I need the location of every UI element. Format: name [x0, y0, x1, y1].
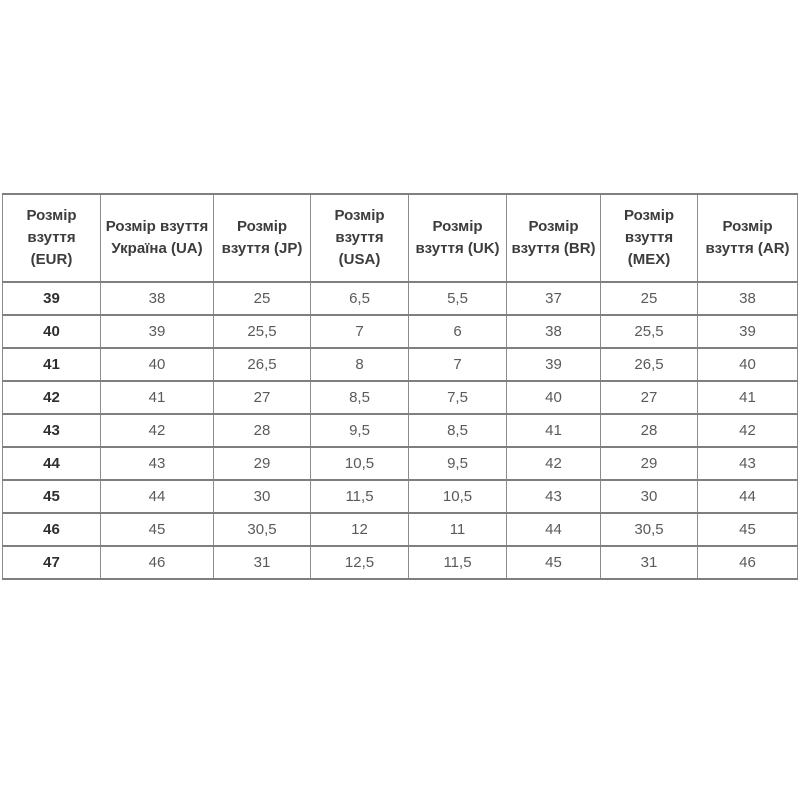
cell-usa-value: 12,5 [311, 546, 409, 579]
cell-ar-value: 41 [698, 381, 798, 414]
cell-br-value: 45 [507, 546, 601, 579]
size-table-body [3, 282, 798, 579]
cell-ar-value: 42 [698, 414, 798, 447]
cell-ar-value: 39 [698, 315, 798, 348]
cell-mex-value: 26,5 [601, 348, 698, 381]
cell-uk-value: 11 [409, 513, 507, 546]
cell-jp-value: 30 [214, 480, 311, 513]
cell-eur-size: 46 [3, 513, 101, 546]
cell-ar-value: 40 [698, 348, 798, 381]
cell-eur-size: 45 [3, 480, 101, 513]
table-row [3, 315, 798, 348]
cell-ar-value: 38 [698, 282, 798, 315]
cell-ua-value: 38 [101, 282, 214, 315]
column-header-eur: Розмір взуття (EUR) [3, 194, 101, 282]
column-header-mex: Розмір взуття (MEX) [601, 194, 698, 282]
table-row [3, 348, 798, 381]
cell-usa-value: 11,5 [311, 480, 409, 513]
cell-jp-value: 25 [214, 282, 311, 315]
size-table-header-row [3, 194, 798, 282]
cell-eur-size: 47 [3, 546, 101, 579]
column-header-usa: Розмір взуття (USA) [311, 194, 409, 282]
cell-ar-value: 43 [698, 447, 798, 480]
column-header-ar: Розмір взуття (AR) [698, 194, 798, 282]
cell-usa-value: 7 [311, 315, 409, 348]
column-header-jp: Розмір взуття (JP) [214, 194, 311, 282]
cell-ua-value: 39 [101, 315, 214, 348]
cell-jp-value: 25,5 [214, 315, 311, 348]
cell-usa-value: 8,5 [311, 381, 409, 414]
cell-uk-value: 8,5 [409, 414, 507, 447]
table-row [3, 513, 798, 546]
cell-br-value: 44 [507, 513, 601, 546]
cell-jp-value: 27 [214, 381, 311, 414]
cell-ua-value: 41 [101, 381, 214, 414]
table-row [3, 447, 798, 480]
cell-uk-value: 5,5 [409, 282, 507, 315]
cell-eur-size: 39 [3, 282, 101, 315]
cell-br-value: 39 [507, 348, 601, 381]
cell-jp-value: 28 [214, 414, 311, 447]
cell-uk-value: 7,5 [409, 381, 507, 414]
cell-br-value: 37 [507, 282, 601, 315]
cell-eur-size: 43 [3, 414, 101, 447]
cell-jp-value: 26,5 [214, 348, 311, 381]
cell-mex-value: 25 [601, 282, 698, 315]
cell-ar-value: 45 [698, 513, 798, 546]
cell-mex-value: 27 [601, 381, 698, 414]
column-header-ua: Розмір взуття Україна (UA) [101, 194, 214, 282]
table-row [3, 381, 798, 414]
cell-br-value: 40 [507, 381, 601, 414]
cell-usa-value: 12 [311, 513, 409, 546]
cell-br-value: 43 [507, 480, 601, 513]
size-table-head [3, 194, 798, 282]
cell-mex-value: 29 [601, 447, 698, 480]
cell-ua-value: 45 [101, 513, 214, 546]
cell-mex-value: 25,5 [601, 315, 698, 348]
table-row [3, 414, 798, 447]
cell-eur-size: 42 [3, 381, 101, 414]
cell-mex-value: 31 [601, 546, 698, 579]
cell-usa-value: 10,5 [311, 447, 409, 480]
cell-usa-value: 6,5 [311, 282, 409, 315]
cell-br-value: 38 [507, 315, 601, 348]
cell-uk-value: 6 [409, 315, 507, 348]
cell-ar-value: 44 [698, 480, 798, 513]
size-conversion-table [2, 193, 798, 580]
cell-mex-value: 30 [601, 480, 698, 513]
cell-ua-value: 40 [101, 348, 214, 381]
cell-mex-value: 28 [601, 414, 698, 447]
column-header-uk: Розмір взуття (UK) [409, 194, 507, 282]
column-header-br: Розмір взуття (BR) [507, 194, 601, 282]
cell-ua-value: 44 [101, 480, 214, 513]
cell-ua-value: 46 [101, 546, 214, 579]
table-row [3, 480, 798, 513]
cell-usa-value: 9,5 [311, 414, 409, 447]
cell-jp-value: 29 [214, 447, 311, 480]
table-row [3, 282, 798, 315]
cell-uk-value: 11,5 [409, 546, 507, 579]
cell-br-value: 41 [507, 414, 601, 447]
cell-ua-value: 42 [101, 414, 214, 447]
cell-eur-size: 44 [3, 447, 101, 480]
cell-uk-value: 9,5 [409, 447, 507, 480]
cell-eur-size: 41 [3, 348, 101, 381]
cell-eur-size: 40 [3, 315, 101, 348]
cell-mex-value: 30,5 [601, 513, 698, 546]
cell-br-value: 42 [507, 447, 601, 480]
cell-uk-value: 7 [409, 348, 507, 381]
cell-ar-value: 46 [698, 546, 798, 579]
cell-jp-value: 30,5 [214, 513, 311, 546]
cell-uk-value: 10,5 [409, 480, 507, 513]
cell-ua-value: 43 [101, 447, 214, 480]
cell-usa-value: 8 [311, 348, 409, 381]
cell-jp-value: 31 [214, 546, 311, 579]
table-row [3, 546, 798, 579]
